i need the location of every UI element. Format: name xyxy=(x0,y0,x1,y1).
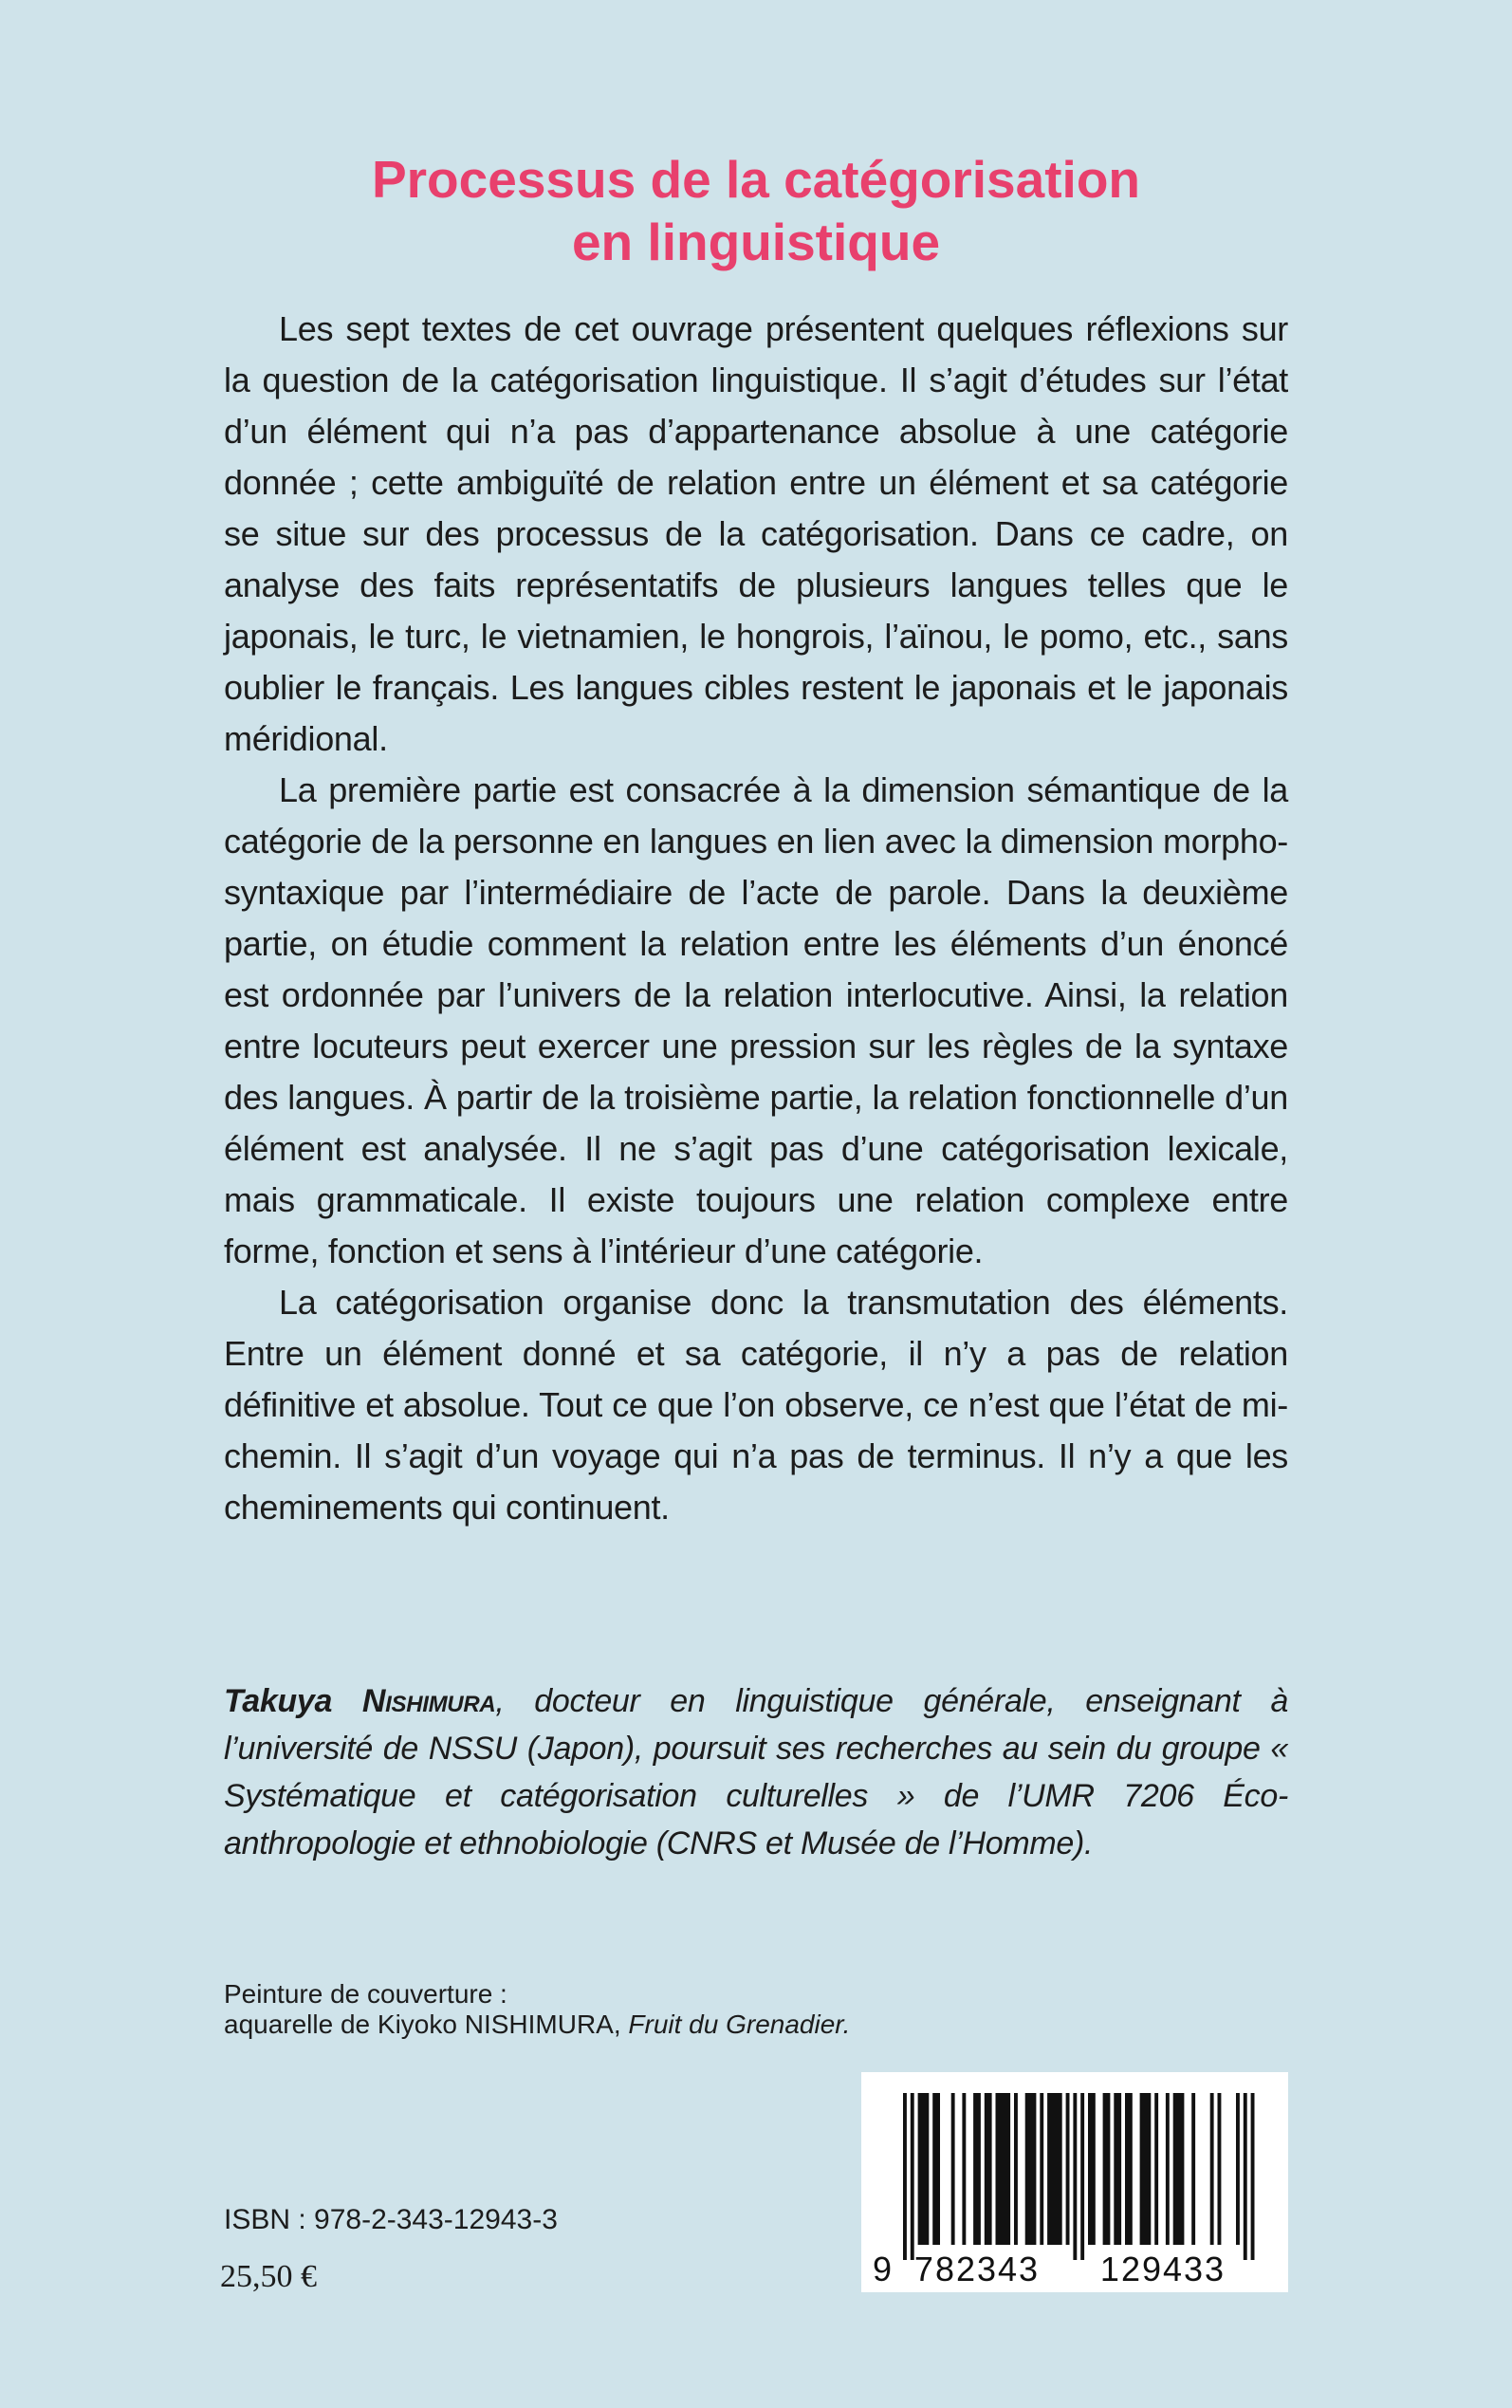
back-cover-summary xyxy=(224,304,1288,1533)
author-last-name: Nishimura xyxy=(361,1683,496,1719)
book-title xyxy=(225,148,1287,273)
barcode-bar-21 xyxy=(1154,2093,1158,2245)
barcode-bar-6 xyxy=(973,2093,981,2245)
barcode-right-digits: 129433 xyxy=(1099,2250,1226,2288)
summary-paragraph-3: La catégorisation organise donc la transmutation des éléments. Entre un élément donné et sa catégorie, il n’y a pas de relation définitive et absolue. Tout ce que l’on observe, ce n’est que l’état de mi-chemin. Il s’agit d’un voyage qui n’a pas de terminus. Il n’y a que les cheminements qui continuent. xyxy=(224,1283,1288,1527)
barcode-first-digit: 9 xyxy=(873,2250,893,2288)
barcode-bar-7 xyxy=(985,2093,992,2245)
barcode-bar-3 xyxy=(932,2093,940,2245)
barcode-bar-10 xyxy=(1025,2093,1037,2245)
barcode-bar-26 xyxy=(1218,2093,1222,2245)
barcode-bar-24 xyxy=(1191,2093,1195,2245)
barcode-bar-0 xyxy=(903,2093,907,2260)
barcode-bar-9 xyxy=(1014,2093,1018,2245)
barcode-bar-2 xyxy=(918,2093,930,2245)
barcode-bar-20 xyxy=(1140,2093,1152,2245)
isbn-number: ISBN : 978-2-343-12943-3 xyxy=(224,2204,558,2235)
barcode-bar-13 xyxy=(1066,2093,1070,2245)
barcode-bar-11 xyxy=(1040,2093,1043,2245)
barcode-bar-19 xyxy=(1125,2093,1133,2245)
cover-credit xyxy=(224,1979,850,2040)
cover-credit-line-2 xyxy=(224,2010,850,2040)
barcode-bar-5 xyxy=(962,2093,966,2245)
barcode-bar-4 xyxy=(951,2093,955,2245)
barcode-bar-23 xyxy=(1173,2093,1185,2245)
cover-credit-artwork-title: Fruit du Grenadier. xyxy=(628,2010,851,2039)
barcode-bar-29 xyxy=(1251,2093,1255,2260)
cover-credit-line-1: Peinture de couverture : xyxy=(224,1979,507,2009)
barcode-bar-25 xyxy=(1210,2093,1214,2245)
barcode-bar-16 xyxy=(1088,2093,1096,2245)
barcode-bar-1 xyxy=(911,2093,914,2260)
book-title-line-1: Processus de la catégorisation xyxy=(371,150,1141,209)
barcode-graphic xyxy=(861,2072,1288,2292)
barcode-bar-14 xyxy=(1073,2093,1077,2260)
author-first-name: Takuya xyxy=(224,1683,333,1719)
barcode-bar-17 xyxy=(1103,2093,1111,2245)
book-title-line-2: en linguistique xyxy=(571,213,941,271)
barcode-bar-18 xyxy=(1114,2093,1121,2245)
summary-paragraph-2: La première partie est consacrée à la dimension sémantique de la catégorie de la personne en langues en lien avec la dimension morpho-syntaxique par l’intermédiaire de l’acte de parole. Dans la deuxième partie, on étudie comment la relation entre les éléments d’un énoncé est ordonnée par l’univers de la relation interlocutive. Ainsi, la relation entre locuteurs peut exercer une pression sur les règles de la syntaxe des langues. À partir de la troisième partie, la relation fonctionnelle d’un élément est analysée. Il ne s’agit pas d’une catégorisation lexicale, mais grammaticale. Il existe toujours une relation complexe entre forme, fonction et sens à l’intérieur d’une catégorie. xyxy=(224,770,1288,1270)
barcode-bar-22 xyxy=(1166,2093,1170,2245)
price: 25,50 € xyxy=(220,2259,317,2294)
barcode xyxy=(861,2072,1288,2292)
barcode-left-digits: 782343 xyxy=(913,2250,1041,2288)
barcode-bar-8 xyxy=(996,2093,1011,2245)
cover-credit-artist: aquarelle de Kiyoko NISHIMURA, xyxy=(224,2010,629,2039)
author-bio xyxy=(224,1677,1288,1867)
barcode-bar-27 xyxy=(1236,2093,1240,2245)
barcode-bars xyxy=(903,2093,1255,2260)
summary-paragraph-1: Les sept textes de cet ouvrage présentent quelques réflexions sur la question de la catégorisation linguistique. Il s’agit d’études sur l’état d’un élément qui n’a pas d’appartenance absolue à une catégorie donnée ; cette ambiguïté de relation entre un élément et sa catégorie se situe sur des processus de la catégorisation. Dans ce cadre, on analyse des faits représentatifs de plusieurs langues telles que le japonais, le turc, le vietnamien, le hongrois, l’aïnou, le pomo, etc., sans oublier le français. Les langues cibles restent le japonais et le japonais méridional. xyxy=(224,309,1288,758)
barcode-bar-12 xyxy=(1047,2093,1062,2245)
barcode-bar-15 xyxy=(1080,2093,1084,2260)
author-bio-text: , docteur en linguistique générale, enseignant à l’université de NSSU (Japon), poursuit ses recherches au sein du groupe « Systématique et catégorisation culturelles » de l’UMR 7206 Éco-anthropologie et ethnobiologie (CNRS et Musée de l’Homme). xyxy=(224,1683,1288,1862)
barcode-bar-28 xyxy=(1244,2093,1247,2260)
